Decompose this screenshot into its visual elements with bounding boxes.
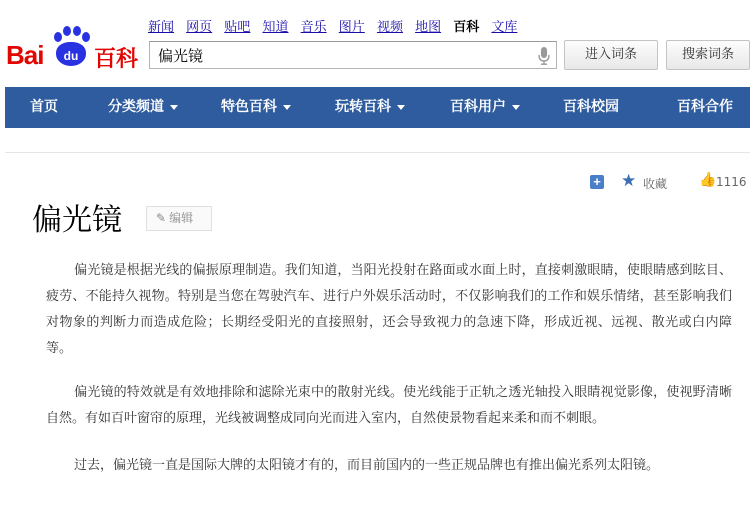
nav-item-home[interactable] [30,87,58,128]
search-input[interactable] [150,42,536,68]
chevron-down-icon [283,105,291,110]
top-link-baike[interactable]: 百科 [453,20,480,35]
edit-label: 编辑 [169,211,194,225]
collect-label[interactable]: 收藏 [643,177,668,191]
likes-count[interactable]: 1116 [716,175,747,189]
top-link-news[interactable]: 新闻 [148,20,175,35]
star-icon[interactable]: ★ [621,171,637,191]
nav-item-label: 分类频道 [108,99,164,115]
article-paragraph [46,258,732,362]
paw-icon [52,26,92,68]
nav-item-label: 玩转百科 [335,99,391,115]
top-link-video[interactable]: 视频 [376,20,403,35]
top-links [148,16,525,35]
nav-item-cooperation[interactable] [677,87,733,128]
nav-item-users[interactable] [450,87,520,128]
nav-item-featured[interactable] [221,87,291,128]
nav-item-label: 百科校园 [563,99,619,115]
nav-item-label: 百科合作 [677,99,733,115]
logo-bai-text: Bai [6,40,44,70]
top-link-wenku[interactable]: 文库 [491,20,518,35]
top-link-zhidao[interactable]: 知道 [262,20,289,35]
nav-item-campus[interactable] [563,87,619,128]
search-box [149,41,557,69]
article-paragraph [46,453,732,479]
chevron-down-icon [397,105,405,110]
edit-button[interactable] [146,206,212,231]
baidu-baike-logo[interactable] [6,22,140,70]
logo-du-text: du [56,42,86,66]
paragraph-text: 过去，偏光镜一直是国际大牌的太阳镜才有的，而目前国内的一些正规品牌也有推出偏光系列太阳镜。 [74,458,660,473]
top-link-tieba[interactable]: 贴吧 [224,20,251,35]
search-entry-button[interactable]: 搜索词条 [666,40,750,70]
nav-item-label: 首页 [30,99,58,115]
chevron-down-icon [170,105,178,110]
top-link-images[interactable]: 图片 [338,20,365,35]
chevron-down-icon [512,105,520,110]
enter-entry-button[interactable]: 进入词条 [564,40,658,70]
top-link-map[interactable]: 地图 [415,20,442,35]
nav-item-label: 特色百科 [221,99,277,115]
top-link-web[interactable]: 网页 [186,20,213,35]
page-title: 偏光镜 [32,203,122,238]
main-nav [5,87,750,128]
paragraph-text: 偏光镜是根据光线的偏振原理制造。我们知道，当阳光投射在路面或水面上时，直接刺激眼睛，使眼睛感到眩目、疲劳、不能持久视物。特别是当您在驾驶汽车、进行户外娱乐活动时，不仅影响我们的工作和娱乐情绪，甚至影响我们对物象的判断力而造成危险；长期经受阳光的直接照射，还会导致视力的急速下降，形成近视、远视、散光或白内障等。 [46,263,732,356]
microphone-icon[interactable] [538,47,550,65]
add-icon[interactable]: + [590,175,604,189]
nav-item-explore[interactable] [335,87,405,128]
paragraph-text: 偏光镜的特效就是有效地排除和滤除光束中的散射光线。使光线能于正轨之透光轴投入眼睛视觉影像，使视野清晰自然。有如百叶窗帘的原理，光线被调整成同向光而进入室内，自然使景物看起来柔和而不刺眼。 [46,385,732,426]
nav-item-label: 百科用户 [450,99,506,115]
logo-baike-text: 百科 [94,47,139,72]
pencil-icon: ✎ [156,211,167,225]
nav-item-categories[interactable] [108,87,178,128]
top-link-music[interactable]: 音乐 [300,20,327,35]
article-paragraph [46,380,732,432]
thumbs-up-icon[interactable]: 👍 [699,172,717,188]
